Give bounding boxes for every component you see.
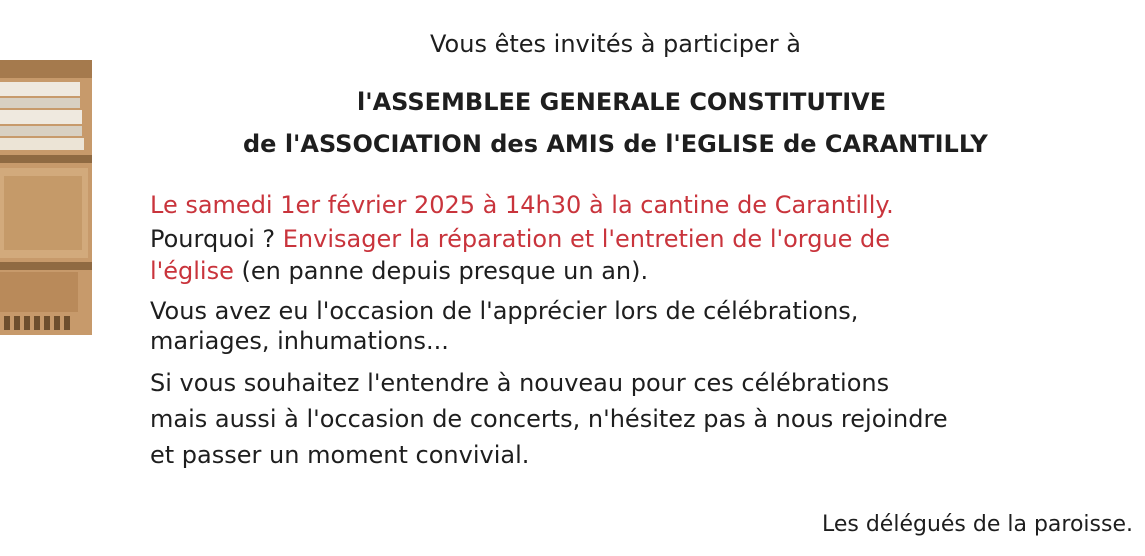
hear-line-2: mais aussi à l'occasion de concerts, n'hésitez pas à nous rejoindre <box>150 405 948 433</box>
why-line-2 <box>150 256 648 286</box>
invitation-text: Vous êtes invités à participer à <box>430 30 802 58</box>
why-red-part-2: l'église <box>150 257 234 285</box>
title-line-2: de l'ASSOCIATION des AMIS de l'EGLISE de CARANTILLY <box>243 130 988 158</box>
occasion-line-1: Vous avez eu l'occasion de l'apprécier lors de célébrations, <box>150 297 859 325</box>
occasion-line-2: mariages, inhumations... <box>150 327 449 355</box>
hear-line-3: et passer un moment convivial. <box>150 441 530 469</box>
hear-line-1: Si vous souhaitez l'entendre à nouveau pour ces célébrations <box>150 369 890 397</box>
why-line-1 <box>150 224 890 254</box>
signature: Les délégués de la paroisse. <box>821 512 1133 537</box>
organ-console-image <box>0 40 92 340</box>
why-suffix: (en panne depuis presque un an). <box>241 257 649 285</box>
why-red-part-1: Envisager la réparation et l'entretien de l'orgue de <box>282 225 891 253</box>
title-line-1: l'ASSEMBLEE GENERALE CONSTITUTIVE <box>357 88 887 116</box>
why-prefix: Pourquoi ? <box>150 225 276 253</box>
event-date-line: Le samedi 1er février 2025 à 14h30 à la cantine de Carantilly. <box>150 191 894 219</box>
